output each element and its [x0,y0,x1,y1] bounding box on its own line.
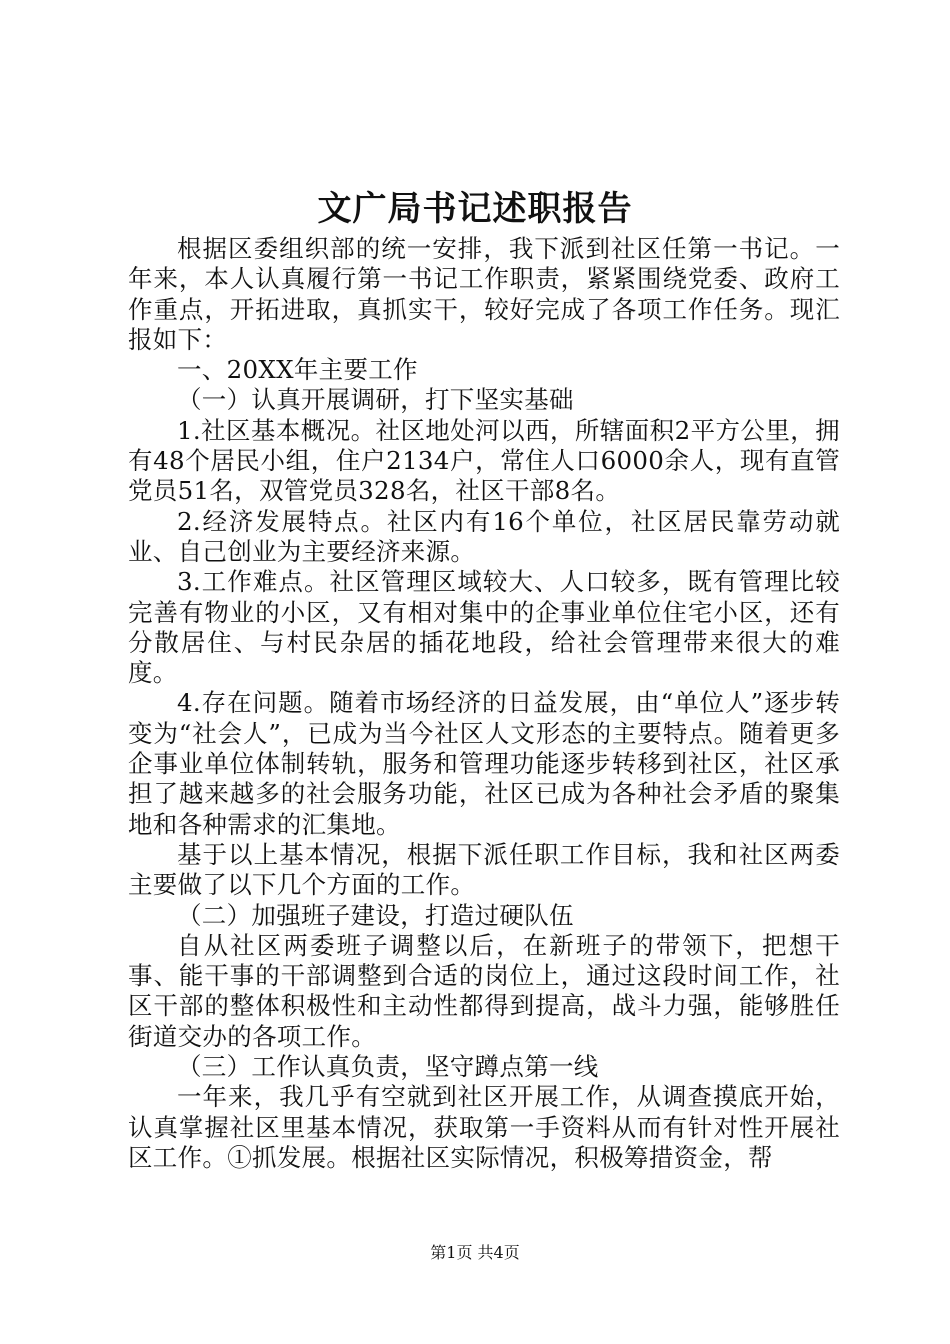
page-footer: 第1页 共4页 [430,1243,520,1262]
heading-section-1: 一、20XX年主要工作 [177,355,418,385]
heading-subsection-1: （一）认真开展调研，打下坚实基础 [177,385,574,415]
paragraph-economy: 2.经济发展特点。社区内有16个单位，社区居民靠劳动就业、自己创业为主要经济来源。 [128,506,840,566]
heading-subsection-3: （三）工作认真负责，坚守蹲点第一线 [177,1052,599,1082]
paragraph-problems: 4.存在问题。随着市场经济的日益发展，由“单位人”逐步转变为“社会人”，已成为当今社区人文形态的主要特点。随着更多企事业单位体制转轨，服务和管理功能逐步转移到社区，社区承担了越来越多的社会服务功能，社区已成为各种社会矛盾的聚集地和各种需求的汇集地。 [128,688,840,839]
paragraph-overview: 1.社区基本概况。社区地处河以西，所辖面积2平方公里，拥有48个居民小组，住户2134户，常住人口6000余人，现有直管党员51名，双管党员328名，社区干部8名。 [128,415,840,506]
paragraph-difficulties: 3.工作难点。社区管理区域较大、人口较多，既有管理比较完善有物业的小区，又有相对集中的企事业单位住宅小区，还有分散居住、与村民杂居的插花地段，给社会管理带来很大的难度。 [128,567,840,688]
paragraph-intro: 根据区委组织部的统一安排，我下派到社区任第一书记。一年来，本人认真履行第一书记工作职责，紧紧围绕党委、政府工作重点，开拓进取，真抓实干，较好完成了各项工作任务。现汇报如下： [128,234,840,354]
heading-subsection-2: （二）加强班子建设，打造过硬队伍 [177,900,574,930]
paragraph-team-building: 自从社区两委班子调整以后，在新班子的带领下，把想干事、能干事的干部调整到合适的岗位上，通过这段时间工作，社区干部的整体积极性和主动性都得到提高，战斗力强，能够胜任街道交办的各项工作。 [128,930,840,1051]
paragraph-frontline-work: 一年来，我几乎有空就到社区开展工作，从调查摸底开始，认真掌握社区里基本情况，获取第一手资料从而有针对性开展社区工作。①抓发展。根据社区实际情况，积极筹措资金，帮 [128,1082,840,1172]
paragraph-summary: 基于以上基本情况，根据下派任职工作目标，我和社区两委主要做了以下几个方面的工作。 [128,839,840,900]
document-body [128,234,840,1173]
document-title: 文广局书记述职报告 [317,189,633,229]
